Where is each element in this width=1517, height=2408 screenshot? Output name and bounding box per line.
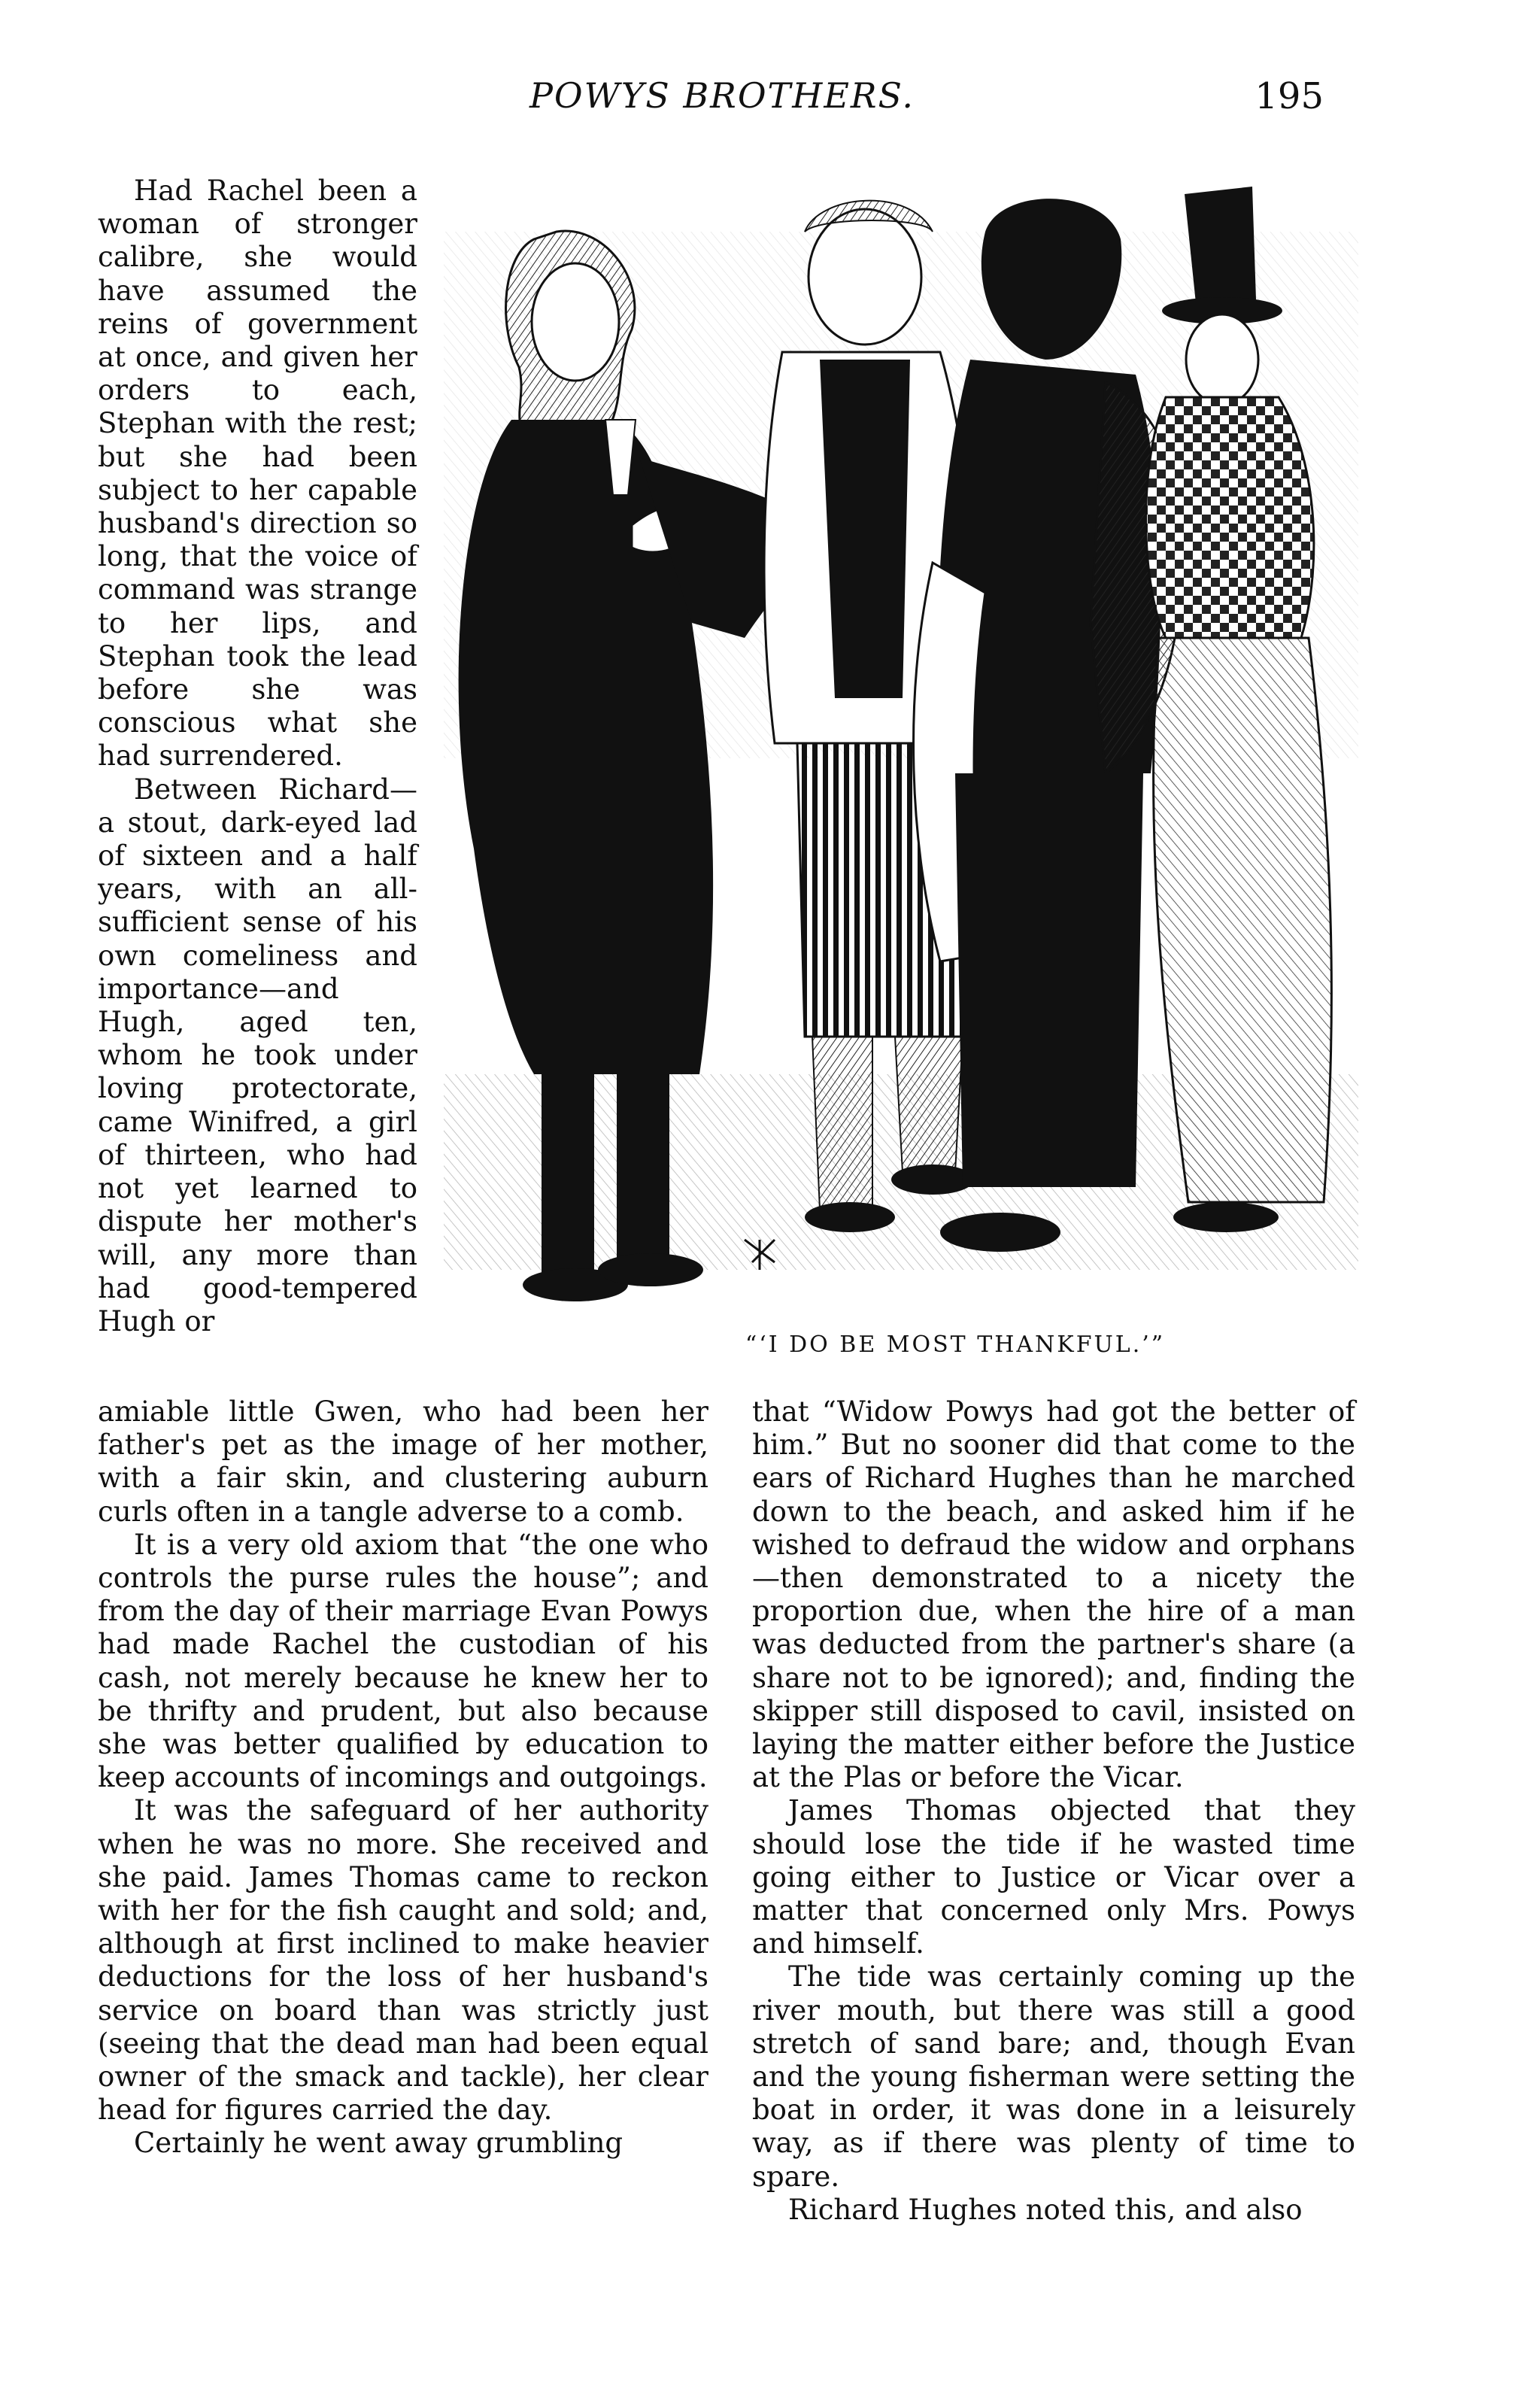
paragraph: James Thomas objected that they should lose the tide if he wasted time going either to Justice or Vicar over a matter that concerned only Mrs. Powys and himself. (752, 1794, 1355, 1960)
running-header-title: POWYS BROTHERS. (529, 75, 915, 116)
engraving-illustration (444, 172, 1358, 1326)
right-column (752, 1395, 1355, 2227)
paragraph: amiable little Gwen, who had been her father's pet as the image of her mother, with a fair skin, and clustering auburn curls often in a tangle adverse to a comb. (98, 1395, 708, 1528)
left-column (98, 1395, 708, 2161)
paragraph: Between Richard—a stout, dark-eyed lad of sixteen and a half years, with an all-sufficient sense of his own comeliness and importance—and Hugh, aged ten, whom he took under loving protectorate, came Winifred, a girl of thirteen, who had not yet learned to dispute her mother's will, any more than had good-tempered Hugh or (98, 773, 417, 1338)
illustration-caption: “‘I DO BE MOST THANKFUL.’” (745, 1332, 1166, 1358)
page-number: 195 (1255, 75, 1324, 117)
paragraph: It is a very old axiom that “the one who controls the purse rules the house”; and from the day of their marriage Evan Powys had made Rachel the custodian of his cash, not merely because he knew her to be thrifty and prudent, but also because she was better qualified by education to keep accounts of incomings and outgoings. (98, 1528, 708, 1794)
paragraph: The tide was certainly coming up the river mouth, but there was still a good stretch of sand bare; and, though Evan and the young fisherman were setting the boat in order, it was done in a leisurely way, as if there was plenty of time to spare. (752, 1960, 1355, 2193)
paragraph: Certainly he went away grumbling (134, 2127, 623, 2160)
paragraph: that “Widow Powys had got the better of him.” But no sooner did that come to the ears of Richard Hughes than he marched down to the beach, and asked him if he wished to defraud the widow and orphans—then demonstrated to a nicety the proportion due, when the hire of a man was deducted from the partner's share (a share not to be ignored); and, finding the skipper still disposed to cavil, insisted on laying the matter either before the Justice at the Plas or before the Vicar. (752, 1395, 1355, 1794)
narrow-column (98, 175, 417, 1338)
paragraph: It was the safeguard of her authority when he was no more. She received and she paid. James Thomas came to reckon with her for the fish caught and sold; and, although at first inclined to make heavier deductions for the loss of her husband's service on board than was strictly just (seeing that the dead man had been equal owner of the smack and tackle), her clear head for figures carried the day. (98, 1794, 708, 2127)
paragraph: Richard Hughes noted this, and also (788, 2193, 1303, 2226)
paragraph: Had Rachel been a woman of stronger calibre, she would have assumed the reins of government at once, and given her orders to each, Stephan with the rest; but she had been subject to her capable husband's direction so long, that the voice of command was strange to her lips, and Stephan took the lead before she was conscious what she had surrendered. (98, 175, 417, 773)
